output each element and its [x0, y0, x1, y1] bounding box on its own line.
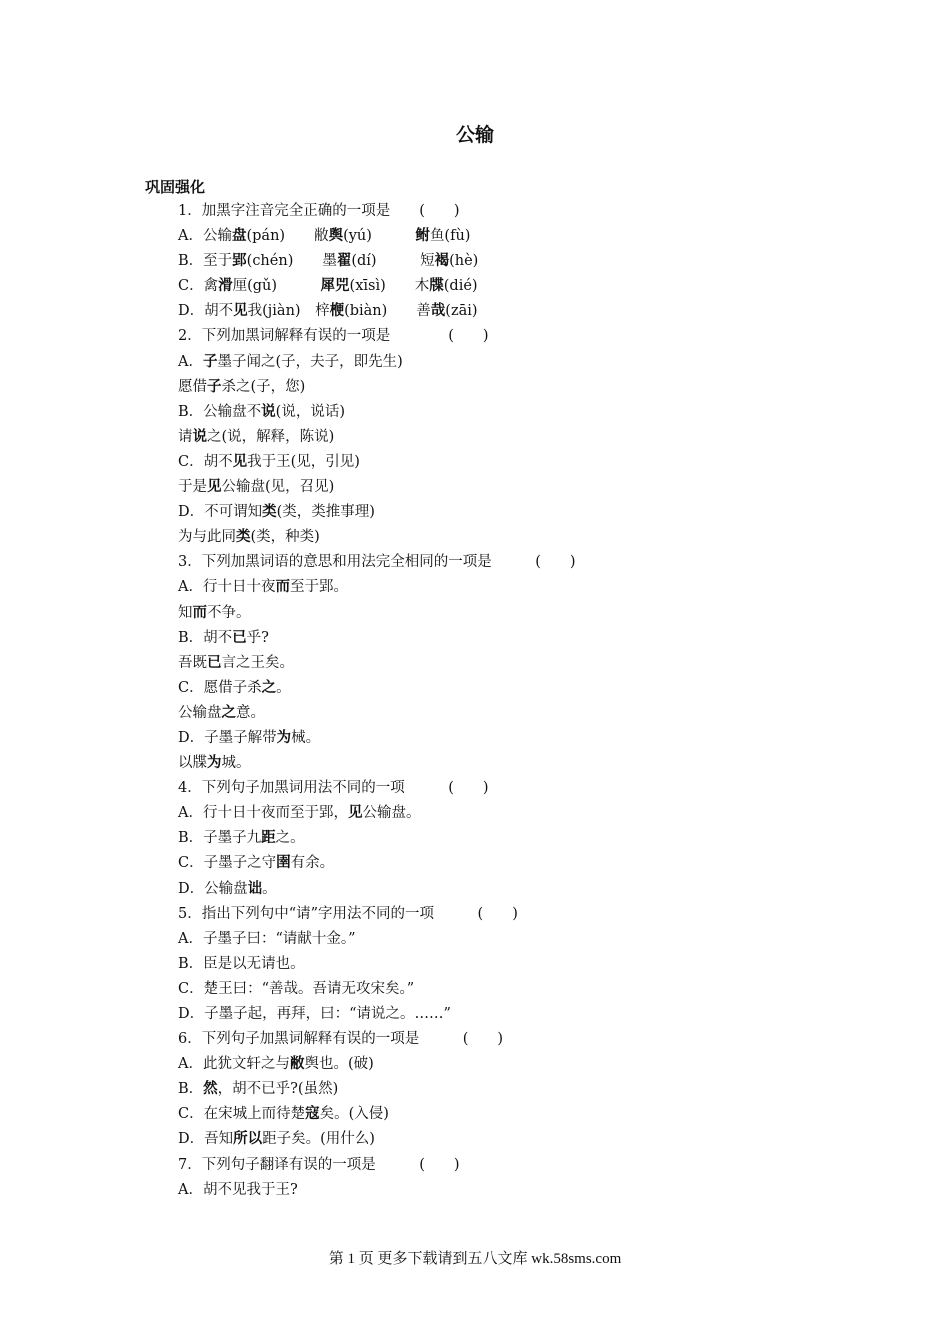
page-title: 公输 — [455, 124, 494, 146]
text-line — [178, 877, 858, 902]
text-segment: B．臣是以无请也。 — [178, 955, 305, 972]
text-segment: (biàn) 善 — [344, 303, 431, 320]
text-segment: (dí) 短 — [351, 253, 435, 270]
emphasized-character: 舆 — [328, 228, 344, 245]
emphasized-character: 翟 — [336, 253, 352, 270]
emphasized-character: 牒 — [429, 278, 444, 295]
text-line — [178, 500, 858, 525]
text-segment: 有余。 — [290, 855, 335, 872]
text-line — [178, 1127, 858, 1152]
text-segment: 言之王矣。 — [221, 654, 294, 671]
text-segment: (yú) — [343, 228, 416, 245]
emphasized-character: 而 — [275, 579, 290, 596]
text-line — [178, 400, 858, 425]
text-segment: 4．下列句子加黑词用法不同的一项 ( ) — [178, 780, 489, 797]
text-segment: C．楚王曰：“善哉。吾请无攻宋矣。” — [178, 980, 415, 997]
text-segment: (类，类推事理) — [276, 504, 375, 521]
text-line — [178, 751, 858, 776]
question-body — [178, 199, 858, 1203]
text-segment: 吾既 — [178, 654, 207, 671]
text-line — [178, 575, 858, 600]
text-line — [178, 701, 858, 726]
text-segment: C．在宋城上而待楚 — [178, 1106, 306, 1123]
emphasized-character: 见 — [232, 453, 248, 470]
text-segment: 5．指出下列句中“请”字用法不同的一项 ( ) — [178, 905, 518, 922]
emphasized-character: 类 — [262, 504, 277, 521]
text-segment: B． — [178, 1081, 204, 1098]
text-segment: 厘(gǔ) — [232, 278, 321, 295]
text-line — [178, 1027, 858, 1052]
text-segment: 。 — [276, 679, 291, 696]
text-segment: D．胡不 — [178, 303, 234, 320]
emphasized-character: 说 — [261, 403, 276, 420]
text-segment: A．公输 — [178, 228, 232, 245]
text-segment: (pán) 敝 — [246, 228, 329, 245]
text-segment: 乎? — [246, 629, 269, 646]
text-segment: A．行十日十夜 — [178, 579, 276, 596]
emphasized-character: 诎 — [247, 880, 263, 897]
text-line — [178, 475, 858, 500]
text-segment: 不争。 — [207, 604, 251, 621]
text-segment: 公输盘。 — [362, 805, 421, 822]
text-segment: 以牒 — [178, 755, 207, 772]
text-segment: 鱼(fù) — [429, 228, 471, 245]
text-line — [178, 1052, 858, 1077]
text-segment: 愿借 — [178, 378, 207, 395]
text-segment: 我(jiàn) 梓 — [247, 303, 330, 320]
text-line — [178, 1153, 858, 1178]
text-line — [178, 651, 858, 676]
emphasized-character: 为 — [207, 755, 222, 772]
emphasized-character: 说 — [192, 428, 207, 445]
text-line — [178, 1178, 858, 1203]
text-line — [178, 726, 858, 751]
emphasized-character: 楩 — [329, 303, 345, 320]
text-segment: 7．下列句子翻译有误的一项是 ( ) — [178, 1156, 460, 1173]
emphasized-character: 子 — [207, 378, 222, 395]
text-segment: 矣。(入侵) — [319, 1106, 389, 1123]
text-segment: 。 — [262, 880, 277, 897]
text-segment: 械。 — [291, 729, 321, 746]
emphasized-character: 鲋 — [415, 228, 430, 245]
emphasized-character: 寇 — [305, 1106, 320, 1123]
text-segment: 城。 — [221, 755, 251, 772]
emphasized-character: 已 — [207, 654, 222, 671]
text-segment: 6．下列句子加黑词解释有误的一项是 ( ) — [178, 1031, 504, 1048]
emphasized-character: 子 — [202, 353, 218, 370]
text-line — [178, 1102, 858, 1127]
text-segment: C．子墨子之守 — [178, 855, 277, 872]
text-segment: 之(说，解释，陈说) — [207, 428, 335, 445]
text-line — [178, 927, 858, 952]
text-line — [178, 375, 858, 400]
section-heading: 巩固强化 — [145, 178, 206, 196]
emphasized-character: 之 — [221, 704, 236, 721]
emphasized-character: 已 — [232, 629, 247, 646]
text-line — [178, 626, 858, 651]
text-segment: 至于郢。 — [289, 579, 348, 596]
text-segment: 2．下列加黑词解释有误的一项是 ( ) — [178, 328, 489, 345]
text-line — [178, 776, 858, 801]
text-segment: 公输盘 — [178, 704, 222, 721]
text-line — [178, 902, 858, 927]
text-line — [178, 826, 858, 851]
emphasized-character: 敝 — [289, 1056, 305, 1073]
emphasized-character: 距 — [261, 830, 276, 847]
emphasized-character: 为 — [276, 729, 292, 746]
text-line — [178, 1077, 858, 1102]
emphasized-character: 盘 — [231, 228, 247, 245]
text-line — [178, 801, 858, 826]
emphasized-character: 哉 — [430, 303, 446, 320]
text-segment: D．公输盘 — [178, 880, 248, 897]
text-segment: 墨子闻之(子，夫子，即先生) — [217, 353, 403, 370]
emphasized-character: 见 — [347, 805, 363, 822]
text-segment: 我于王(见，引见) — [247, 453, 360, 470]
emphasized-character: 滑 — [218, 278, 233, 295]
emphasized-character: 郢 — [232, 253, 247, 270]
text-line — [178, 601, 858, 626]
emphasized-character: 褐 — [434, 253, 450, 270]
emphasized-character: 之 — [261, 679, 277, 696]
text-segment: A．行十日十夜而至于郢， — [178, 805, 348, 822]
text-segment: A．此犹文轩之与 — [178, 1056, 290, 1073]
text-segment: (chén) 墨 — [246, 253, 337, 270]
text-segment: (xīsì) 木 — [349, 278, 430, 295]
text-segment: A．子墨子曰：“请献十金。” — [178, 930, 356, 947]
text-line — [178, 851, 858, 876]
text-segment: A． — [178, 353, 203, 370]
page-footer: 第 1 页 更多下载请到五八文库 wk.58sms.com — [328, 1251, 622, 1267]
text-segment: (说，说话) — [275, 403, 345, 420]
text-segment: 为与此同 — [178, 529, 236, 546]
text-line — [178, 977, 858, 1002]
text-segment: 舆也。(破) — [304, 1056, 374, 1073]
emphasized-character: 犀兕 — [320, 278, 350, 295]
text-segment: 于是 — [178, 479, 207, 496]
text-segment: C．胡不 — [178, 453, 233, 470]
emphasized-character: 类 — [236, 529, 251, 546]
text-line — [178, 952, 858, 977]
text-segment: (dié) — [443, 278, 478, 295]
text-segment: 1．加黑字注音完全正确的一项是 ( ) — [178, 203, 460, 219]
text-segment: 公输盘(见，召见) — [221, 479, 335, 496]
text-line — [178, 525, 858, 550]
text-line — [178, 299, 858, 324]
text-segment: 知 — [178, 604, 193, 621]
text-line — [178, 249, 858, 274]
text-segment: B．至于 — [178, 253, 233, 270]
text-line — [178, 224, 858, 249]
text-segment: (类，种类) — [250, 529, 320, 546]
text-segment: 杀之(子，您) — [221, 378, 306, 395]
text-line — [178, 1002, 858, 1027]
text-line — [178, 550, 858, 575]
text-segment: 距子矣。(用什么) — [262, 1131, 375, 1148]
text-segment: 请 — [178, 428, 193, 445]
text-segment: B．胡不 — [178, 629, 233, 646]
text-segment: D．子墨子解带 — [178, 729, 277, 746]
text-line — [178, 324, 858, 349]
text-line — [178, 274, 858, 299]
text-segment: (zāi) — [445, 303, 478, 320]
text-segment: 意。 — [236, 704, 265, 721]
text-segment: B．公输盘不 — [178, 403, 262, 420]
emphasized-character: 然 — [203, 1081, 218, 1098]
text-segment: ，胡不已乎?(虽然) — [217, 1081, 339, 1098]
emphasized-character: 见 — [233, 303, 248, 320]
emphasized-character: 圉 — [276, 855, 291, 872]
text-line — [178, 676, 858, 701]
text-segment: (hè) — [449, 253, 479, 270]
text-segment: 之。 — [275, 830, 305, 847]
text-segment: D．不可谓知 — [178, 504, 263, 521]
text-line — [178, 425, 858, 450]
text-segment: C．禽 — [178, 278, 219, 295]
text-line — [178, 199, 858, 224]
text-segment: 3．下列加黑词语的意思和用法完全相同的一项是 ( ) — [178, 554, 576, 571]
emphasized-character: 见 — [207, 479, 222, 496]
emphasized-character: 所以 — [233, 1131, 263, 1148]
text-segment: D．吾知 — [178, 1131, 234, 1148]
text-segment: D．子墨子起，再拜，曰：“请说之。……” — [178, 1006, 451, 1022]
text-line — [178, 450, 858, 475]
text-segment: A．胡不见我于王? — [178, 1181, 298, 1198]
text-line — [178, 350, 858, 375]
text-segment: B．子墨子九 — [178, 830, 262, 847]
text-segment: C．愿借子杀 — [178, 679, 262, 696]
emphasized-character: 而 — [192, 604, 207, 621]
